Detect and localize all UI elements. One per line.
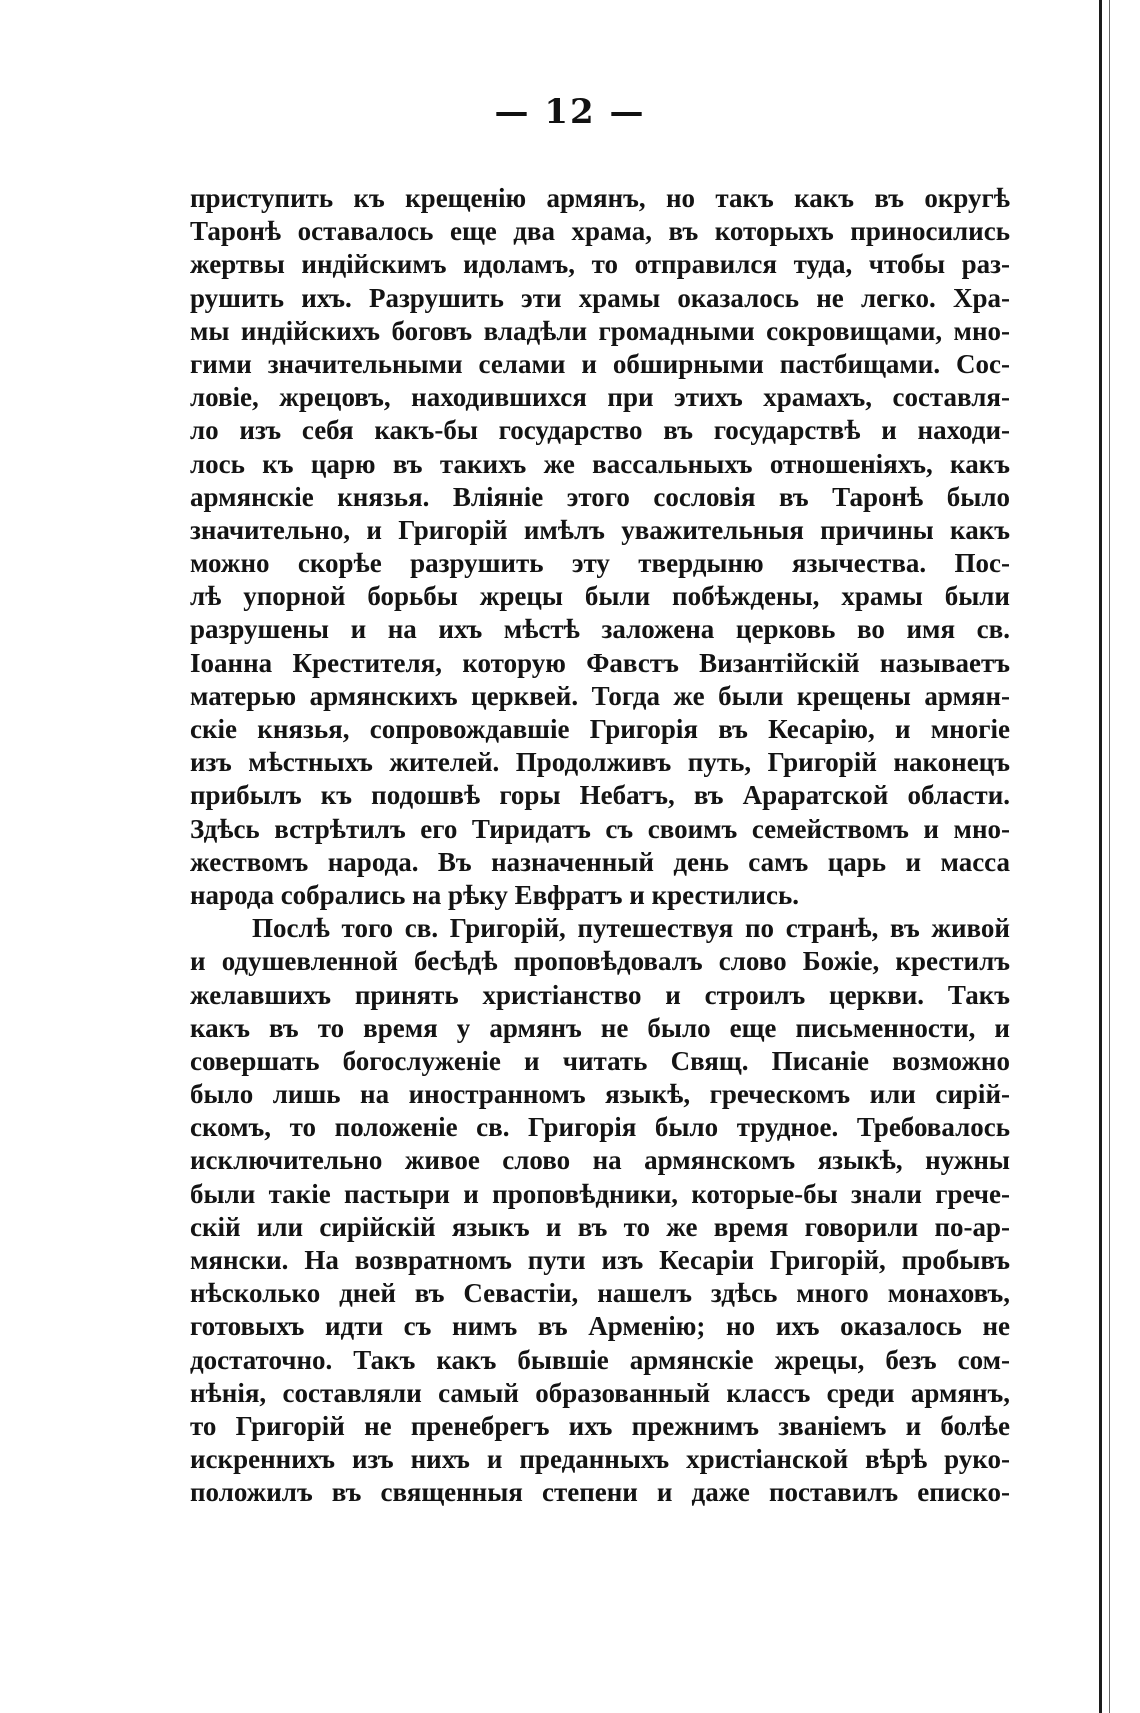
text-line: желавшихъ принять христіанство и строилъ церкви. Такъ [190, 979, 1010, 1010]
text-line: жествомъ народа. Въ назначенный день самъ царь и масса [190, 846, 1010, 877]
text-line: было лишь на иностранномъ языкѣ, греческомъ или сирій- [190, 1079, 1010, 1110]
text-line: скіе князья, сопровождавшіе Григорія въ Кесарію, и многіе [190, 714, 1010, 744]
text-line: скій или сирійскій языкъ и въ то же время говорили по-ар- [190, 1211, 1010, 1242]
text-line: Іоанна Крестителя, которую Фавстъ Византійскій называетъ [190, 647, 1010, 678]
text-line: нѣнія, составляли самый образованный классъ среди армянъ, [190, 1377, 1010, 1408]
text-line: мянски. На возвратномъ пути изъ Кесаріи Григорій, пробывъ [190, 1245, 1010, 1275]
text-line: Послѣ того св. Григорій, путешествуя по странѣ, въ живой [252, 913, 1010, 944]
text-line: скомъ, то положеніе св. Григорія было трудное. Требовалось [190, 1112, 1010, 1143]
text-line: ловіе, жрецовъ, находившихся при этихъ храмахъ, составля- [190, 382, 1010, 413]
text-line: лось къ царю въ такихъ же вассальныхъ отношеніяхъ, какъ [190, 448, 1010, 479]
text-line: народа собрались на рѣку Евфратъ и крестились. [190, 879, 800, 910]
text-line: были такіе пастыри и проповѣдники, которые-бы знали грече- [190, 1178, 1010, 1209]
text-line: готовыхъ идти съ нимъ въ Арменію; но ихъ оказалось не [190, 1311, 1010, 1342]
text-line: матерью армянскихъ церквей. Тогда же были крещены армян- [190, 680, 1010, 711]
text-line: ло изъ себя какъ-бы государство въ государствѣ и находи- [190, 415, 1010, 446]
text-line: значительно, и Григорій имѣлъ уважительныя причины какъ [190, 514, 1010, 545]
text-line: какъ въ то время у армянъ не было еще письменности, и [190, 1012, 1010, 1043]
text-line: и одушевленной бесѣдѣ проповѣдовалъ слово Божіе, крестилъ [190, 946, 1010, 977]
text-line: совершать богослуженіе и читать Свящ. Писаніе возможно [190, 1045, 1010, 1076]
text-line: жертвы индійскимъ идоламъ, то отправился туда, чтобы раз- [190, 249, 1010, 280]
text-line: рушить ихъ. Разрушить эти храмы оказалось не легко. Хра- [190, 282, 1010, 313]
page-number: — 12 — [494, 92, 646, 132]
text-line: положилъ въ священныя степени и даже поставилъ еписко- [190, 1477, 1010, 1508]
text-line: достаточно. Такъ какъ бывшіе армянскіе жрецы, безъ сом- [190, 1344, 1010, 1375]
paragraph-1 [190, 182, 1010, 912]
text-line: можно скорѣе разрушить эту твердыню язычества. Пос- [190, 548, 1010, 579]
body-text [190, 182, 1010, 1510]
text-line: гими значительными селами и обширными пастбищами. Сос- [190, 348, 1010, 379]
page-edge-line [1099, 0, 1102, 1713]
text-line: приступить къ крещенію армянъ, но такъ какъ въ округѣ [190, 183, 1010, 213]
text-line: Здѣсь встрѣтилъ его Тиридатъ съ своимъ семействомъ и мно- [190, 813, 1010, 844]
text-line: прибылъ къ подошвѣ горы Небатъ, въ Араратской области. [190, 780, 1010, 811]
text-line: исключительно живое слово на армянскомъ языкѣ, нужны [190, 1145, 1010, 1176]
text-line: нѣсколько дней въ Севастіи, нашелъ здѣсь много монаховъ, [190, 1278, 1010, 1309]
text-line: армянскіе князья. Вліяніе этого сословія въ Таронѣ было [190, 481, 1010, 512]
text-line: искреннихъ изъ нихъ и преданныхъ христіанской вѣрѣ руко- [190, 1444, 1010, 1475]
text-line: мы индійскихъ боговъ владѣли громадными сокровищами, мно- [190, 315, 1010, 346]
text-line: изъ мѣстныхъ жителей. Продолживъ путь, Григорій наконецъ [190, 747, 1010, 778]
paragraph-2 [190, 912, 1010, 1509]
text-line: лѣ упорной борьбы жрецы были побѣждены, храмы были [190, 581, 1010, 612]
text-line: то Григорій не пренебрегъ ихъ прежнимъ званіемъ и болѣе [190, 1410, 1010, 1441]
text-line: разрушены и на ихъ мѣстѣ заложена церковь во имя св. [190, 614, 1010, 645]
text-line: Таронѣ оставалось еще два храма, въ которыхъ приносились [190, 216, 1010, 247]
page-edge-thin-line [1109, 0, 1110, 1713]
